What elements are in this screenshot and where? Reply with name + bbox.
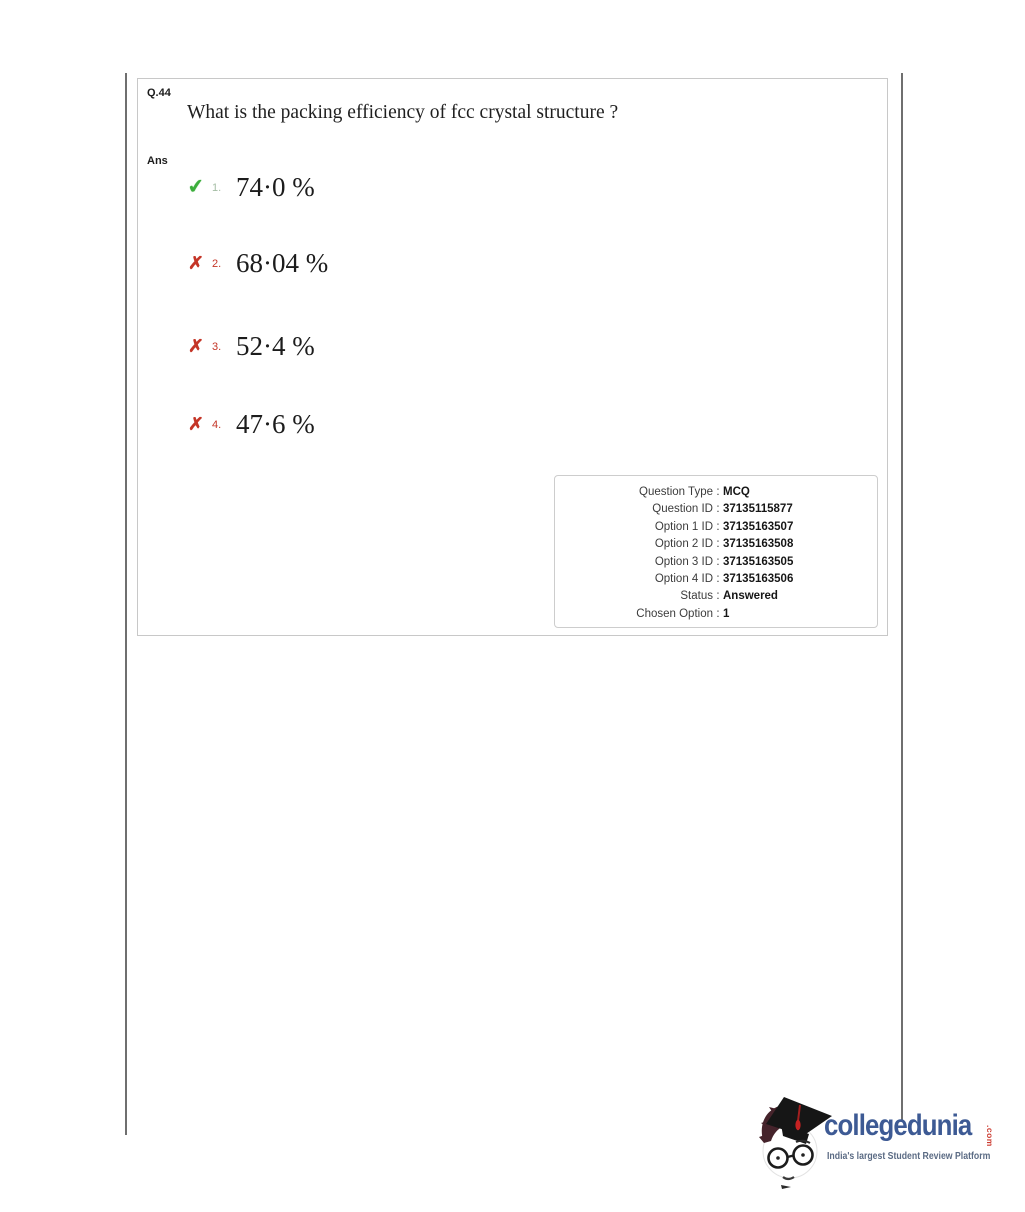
brand-tagline: India's largest Student Review Platform	[827, 1150, 991, 1162]
page-right-rail-line	[901, 73, 903, 1120]
check-icon: ✔	[186, 175, 206, 199]
option-row-3	[184, 329, 315, 363]
page-left-rail-line	[125, 73, 127, 1135]
meta-row-option-1-id	[555, 519, 877, 536]
option-row-4	[184, 407, 315, 441]
meta-label: Option 1 ID	[654, 520, 713, 533]
option-row-1	[184, 170, 315, 204]
meta-label: Chosen Option	[636, 607, 713, 620]
meta-row-option-3-id	[555, 554, 877, 571]
meta-label: Question ID	[652, 503, 713, 516]
meta-row-chosen-option	[555, 606, 877, 623]
status-badge: Answered	[723, 590, 778, 603]
question-text: What is the packing efficiency of fcc crystal structure ?	[187, 102, 619, 123]
meta-separator: :	[716, 607, 720, 620]
cross-icon: ✗	[187, 413, 205, 435]
meta-separator: :	[716, 520, 720, 533]
mascot-icon	[757, 1097, 833, 1189]
option-number: 3.	[212, 341, 222, 353]
option-text: 47·6 %	[236, 408, 315, 439]
option-text: 52·4 %	[236, 330, 315, 361]
meta-value: 37135163507	[723, 520, 794, 533]
question-card	[137, 78, 888, 636]
brand-wordmark: collegedunia	[824, 1109, 972, 1142]
meta-separator: :	[716, 590, 720, 603]
meta-label: Status	[680, 590, 713, 603]
meta-label: Question Type	[639, 486, 713, 498]
question-number: Q.44	[147, 87, 171, 99]
meta-value: MCQ	[723, 486, 750, 498]
meta-row-option-2-id	[555, 536, 877, 553]
meta-value: 1	[723, 607, 730, 620]
meta-label: Option 3 ID	[654, 555, 713, 568]
meta-separator: :	[716, 503, 720, 516]
meta-row-question-id	[555, 501, 877, 518]
option-text: 74·0 %	[236, 171, 315, 202]
meta-separator: :	[716, 555, 720, 568]
meta-label: Option 4 ID	[654, 573, 713, 586]
collegedunia-logo[interactable]	[757, 1097, 1007, 1192]
cross-icon: ✗	[187, 252, 205, 274]
option-number: 1.	[212, 182, 222, 194]
meta-label: Option 2 ID	[654, 538, 713, 551]
meta-value: 37135163505	[723, 555, 794, 568]
meta-value: 37135163508	[723, 538, 794, 551]
option-text: 68·04 %	[236, 247, 329, 278]
meta-separator: :	[716, 538, 720, 551]
cross-icon: ✗	[187, 335, 205, 357]
meta-value: 37135163506	[723, 573, 794, 586]
question-metadata-card	[554, 475, 878, 628]
answer-label: Ans	[147, 155, 168, 167]
meta-separator: :	[716, 573, 720, 586]
meta-separator: :	[716, 486, 720, 498]
meta-value: 37135115877	[723, 503, 793, 516]
option-row-2	[184, 246, 328, 280]
option-number: 2.	[212, 258, 222, 270]
option-number: 4.	[212, 419, 222, 431]
meta-row-status	[555, 588, 877, 605]
brand-tld: .com	[985, 1125, 995, 1147]
meta-row-question-type	[555, 484, 877, 501]
meta-row-option-4-id	[555, 571, 877, 588]
